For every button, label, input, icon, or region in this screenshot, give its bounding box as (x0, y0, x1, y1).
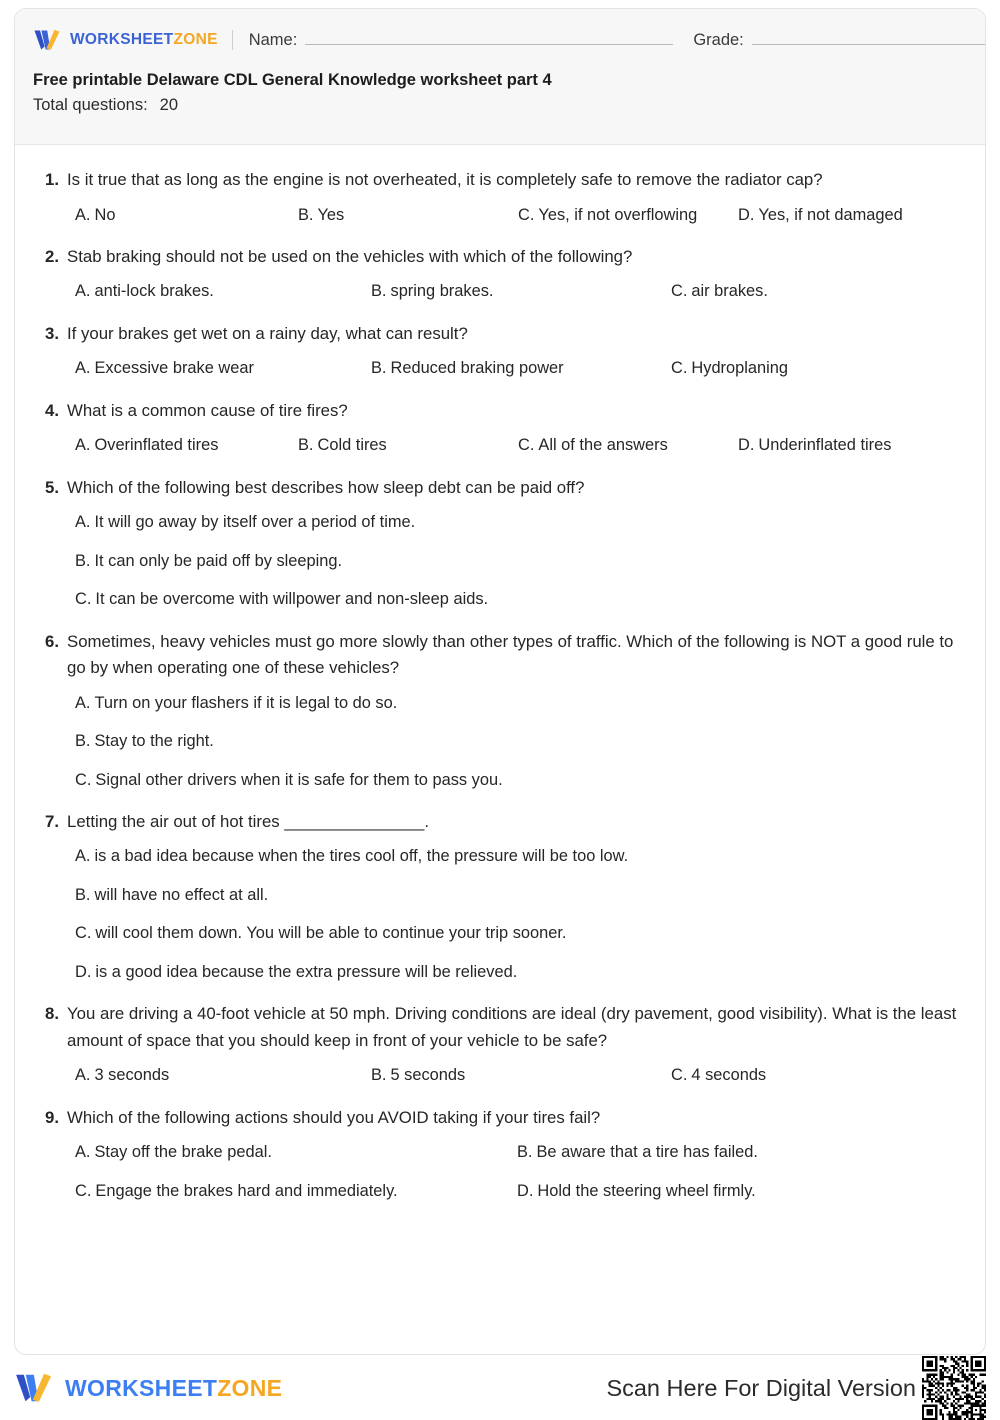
option-text: Overinflated tires (94, 436, 219, 455)
worksheet-title: Free printable Delaware CDL General Knowledge worksheet part 4 (33, 71, 552, 89)
option-text: air brakes. (691, 282, 768, 301)
option-letter: C. (671, 1066, 688, 1085)
option-letter: B. (75, 885, 91, 904)
option-text: 3 seconds (94, 1066, 170, 1085)
question-number: 6. (45, 631, 59, 651)
option-list (39, 844, 961, 985)
option-text: Be aware that a tire has failed. (536, 1143, 758, 1162)
answer-option[interactable] (518, 203, 738, 228)
answer-option[interactable] (671, 356, 961, 381)
option-text: Yes (317, 205, 345, 224)
option-text: Hydroplaning (691, 359, 788, 378)
question-item (39, 398, 961, 459)
footer-right (606, 1356, 986, 1420)
question-head (39, 321, 961, 348)
question-text: Sometimes, heavy vehicles must go more slowly than other types of traffic. Which of the following is NOT a good rule to go by when operating one of these vehicles? (67, 631, 954, 678)
answer-option[interactable] (371, 279, 671, 304)
question-number: 9. (45, 1107, 59, 1127)
option-text: 4 seconds (691, 1066, 767, 1085)
logo-secondary-text: ZONE (173, 31, 218, 48)
option-letter: B. (517, 1143, 533, 1162)
question-head (39, 167, 961, 194)
answer-option[interactable] (75, 587, 961, 612)
answer-option[interactable] (671, 1063, 961, 1088)
worksheet-footer (14, 1366, 986, 1410)
answer-option[interactable] (75, 433, 298, 458)
option-text: anti-lock brakes. (94, 282, 214, 301)
answer-option[interactable] (298, 433, 518, 458)
option-text: Reduced braking power (390, 359, 564, 378)
answer-option[interactable] (371, 356, 671, 381)
option-letter: B. (371, 282, 387, 301)
question-head (39, 1105, 961, 1132)
question-text: Is it true that as long as the engine is not overheated, it is completely safe to remove the radiator cap? (67, 170, 823, 189)
question-item (39, 1001, 961, 1088)
option-letter: C. (75, 770, 92, 789)
worksheetzone-logo-icon (14, 1372, 56, 1404)
option-text: Underinflated tires (758, 436, 892, 455)
option-letter: A. (75, 436, 91, 455)
name-input-line[interactable] (305, 30, 673, 45)
option-letter: A. (75, 513, 91, 532)
answer-option[interactable] (75, 510, 961, 535)
answer-option[interactable] (75, 1063, 371, 1088)
answer-option[interactable] (75, 1179, 517, 1204)
option-list (39, 510, 961, 612)
answer-option[interactable] (371, 1063, 671, 1088)
question-head (39, 475, 961, 502)
option-list (39, 1140, 961, 1204)
answer-option[interactable] (75, 549, 961, 574)
name-field[interactable] (249, 30, 674, 50)
option-text: Stay to the right. (94, 732, 214, 751)
question-text: If your brakes get wet on a rainy day, what can result? (67, 323, 468, 343)
question-item (39, 321, 961, 382)
question-head (39, 398, 961, 425)
option-letter: C. (75, 1181, 92, 1200)
option-text: Hold the steering wheel firmly. (537, 1181, 756, 1200)
question-item (39, 629, 961, 793)
option-list (39, 691, 961, 793)
question-text: Which of the following best describes how sleep debt can be paid off? (67, 477, 585, 497)
option-letter: C. (671, 282, 688, 301)
qr-code-icon[interactable] (922, 1356, 986, 1420)
question-list (15, 145, 985, 1230)
question-item (39, 244, 961, 305)
question-number: 2. (45, 246, 59, 266)
option-text: It can only be paid off by sleeping. (94, 551, 343, 570)
answer-option[interactable] (518, 433, 738, 458)
option-letter: A. (75, 1143, 91, 1162)
question-item (39, 475, 961, 613)
question-text: Stab braking should not be used on the vehicles with which of the following? (67, 246, 633, 266)
option-letter: D. (738, 436, 755, 455)
answer-option[interactable] (75, 279, 371, 304)
question-text: What is a common cause of tire fires? (67, 400, 348, 420)
worksheet-page (14, 8, 986, 1355)
total-questions-value: 20 (159, 95, 179, 114)
answer-option[interactable] (75, 356, 371, 381)
question-number: 7. (45, 811, 59, 831)
option-text: Turn on your flashers if it is legal to do so. (94, 693, 398, 712)
question-head (39, 1001, 961, 1054)
grade-field[interactable] (673, 30, 986, 50)
total-questions-row (33, 94, 967, 118)
option-text: Engage the brakes hard and immediately. (95, 1181, 398, 1200)
footer-logo-text (65, 1375, 282, 1402)
option-text: Signal other drivers when it is safe for them to pass you. (95, 770, 503, 789)
answer-option[interactable] (75, 921, 961, 946)
option-text: Cold tires (317, 436, 387, 455)
option-text: Yes, if not overflowing (538, 205, 698, 224)
answer-option[interactable] (75, 1140, 517, 1165)
logo-primary-text: WORKSHEET (70, 31, 174, 48)
answer-option[interactable] (75, 960, 961, 985)
header-top-row (33, 25, 967, 55)
answer-option[interactable] (75, 729, 961, 754)
option-letter: D. (75, 962, 92, 981)
answer-option[interactable] (75, 768, 961, 793)
option-text: will have no effect at all. (94, 885, 269, 904)
option-letter: A. (75, 282, 91, 301)
footer-logo[interactable] (14, 1372, 282, 1404)
option-text: Stay off the brake pedal. (94, 1143, 272, 1162)
header-logo[interactable] (33, 29, 218, 51)
option-letter: B. (371, 1066, 387, 1085)
option-text: No (94, 205, 116, 224)
option-letter: D. (517, 1181, 534, 1200)
answer-option[interactable] (671, 279, 961, 304)
question-number: 8. (45, 1004, 59, 1024)
option-text: is a bad idea because when the tires cool off, the pressure will be too low. (94, 847, 629, 866)
option-text: It will go away by itself over a period of time. (94, 513, 416, 532)
option-letter: A. (75, 359, 91, 378)
total-questions-label: Total questions: (33, 95, 148, 114)
header-meta (33, 69, 967, 118)
option-text: spring brakes. (390, 282, 494, 301)
question-item (39, 1105, 961, 1204)
answer-option[interactable] (75, 883, 961, 908)
option-letter: C. (518, 436, 535, 455)
question-text: Letting the air out of hot tires _______________. (67, 811, 430, 831)
option-letter: A. (75, 693, 91, 712)
option-letter: B. (371, 359, 387, 378)
option-letter: C. (671, 359, 688, 378)
answer-option[interactable] (517, 1140, 961, 1165)
answer-option[interactable] (298, 203, 518, 228)
option-text: Yes, if not damaged (758, 205, 903, 224)
answer-option[interactable] (75, 203, 298, 228)
option-text: Excessive brake wear (94, 359, 254, 378)
question-head (39, 809, 961, 836)
option-letter: B. (298, 436, 314, 455)
header-divider (232, 30, 233, 50)
question-number: 3. (45, 323, 59, 343)
option-letter: B. (75, 551, 91, 570)
option-list (39, 433, 961, 458)
footer-logo-secondary-text: ZONE (217, 1374, 283, 1401)
question-number: 5. (45, 477, 59, 497)
option-letter: D. (738, 205, 755, 224)
option-text: 5 seconds (390, 1066, 466, 1085)
question-text: You are driving a 40-foot vehicle at 50 mph. Driving conditions are ideal (dry pavement, good visibility). What is the least amount of space that you should keep in front of your vehicle to be safe? (67, 1004, 957, 1050)
answer-option[interactable] (75, 691, 961, 716)
option-text: It can be overcome with willpower and non-sleep aids. (95, 590, 489, 609)
header-logo-text (70, 31, 218, 49)
option-text: is a good idea because the extra pressure will be relieved. (95, 962, 518, 981)
option-letter: A. (75, 847, 91, 866)
option-letter: A. (75, 205, 91, 224)
option-letter: A. (75, 1066, 91, 1085)
answer-option[interactable] (738, 433, 961, 458)
option-list (39, 279, 961, 304)
footer-logo-primary-text: WORKSHEET (65, 1374, 218, 1401)
scan-prompt-text: Scan Here For Digital Version (606, 1374, 916, 1401)
option-list (39, 203, 961, 228)
option-letter: C. (75, 924, 92, 943)
option-list (39, 356, 961, 381)
option-text: All of the answers (538, 436, 668, 455)
name-label: Name: (248, 31, 298, 49)
answer-option[interactable] (517, 1179, 961, 1204)
question-number: 1. (45, 170, 59, 189)
question-text: Which of the following actions should you AVOID taking if your tires fail? (67, 1107, 601, 1127)
option-letter: C. (75, 590, 92, 609)
worksheet-header (15, 9, 985, 145)
option-letter: B. (298, 205, 314, 224)
answer-option[interactable] (738, 203, 961, 228)
worksheetzone-logo-icon (33, 29, 63, 51)
question-head (39, 629, 961, 682)
question-item (39, 167, 961, 228)
option-letter: C. (518, 205, 535, 224)
option-list (39, 1063, 961, 1088)
answer-option[interactable] (75, 844, 961, 869)
question-head (39, 244, 961, 271)
grade-label: Grade: (693, 31, 744, 49)
question-number: 4. (45, 400, 59, 420)
question-item (39, 809, 961, 985)
grade-input-line[interactable] (752, 30, 986, 45)
option-letter: B. (75, 732, 91, 751)
option-text: will cool them down. You will be able to continue your trip sooner. (95, 924, 567, 943)
